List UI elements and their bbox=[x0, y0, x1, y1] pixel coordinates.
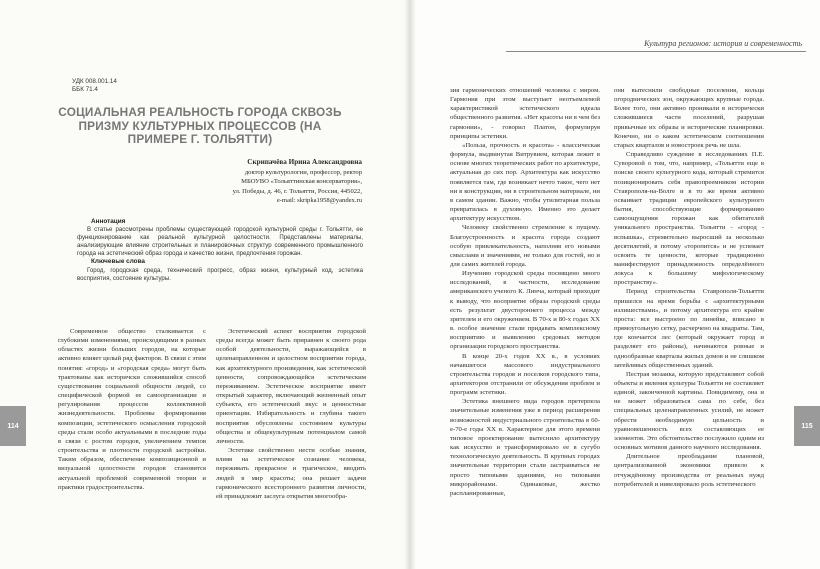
paragraph: Длительное преобладание плановой, централизованной экономики привело к отчуждённому производства от реальных нужд потребителей и нивелировало роль эстетического bbox=[614, 453, 764, 488]
abstract-heading: Аннотация bbox=[91, 218, 126, 225]
right-page bbox=[410, 0, 820, 569]
paragraph: Эстетика внешнего вида городов претерпела значительные изменения уже в период расширения возможностей индустриального строительства в 60-е-70-е годы XX в. Характерное для этого времени типовое проектирование вытеснило архитектуру как искусство и трансформировало ее в сугубо технологическую деятельность. В крупных городах значительные территории стали застраиваться не просто типовыми зданиями, но типовыми микрорайонами. Одинаковые, жестко распланированные, bbox=[450, 398, 600, 497]
paragraph: В конце 20-х годов XX в., в условиях начавшегося массового индустриального строительства городов и поселков городского типа, архитекторов отстранили от обсуждения проблем и программ эстетики. bbox=[450, 352, 600, 397]
author-name: Скрипачёва Ирина Александровна bbox=[247, 158, 362, 166]
author-position: доктор культурологии, профессор, ректор bbox=[244, 168, 362, 176]
abstract-text: В статье рассмотрены проблемы существующей городской культурной среды г. Тольятти, ее функционирование как реальной культурной целостности. Представлены материалы, анализирующие влияние строительных и планировочных структур современного промышленного города на эстетический образ города и качество жизни, предпочтения горожан. bbox=[77, 226, 363, 258]
header-rule bbox=[506, 51, 806, 52]
udc-code: УДК 008.001.14 bbox=[72, 78, 117, 85]
paragraph: Эстетике свойственно нести особые знания, влияя на эстетическое сознание человека, переживать прекрасное и трагическое, вводить людей в мир красоты; она решает задачи гармонического всестороннего развития личности, ей принадлежит заслуга открытия многообра- bbox=[216, 447, 366, 500]
author-block bbox=[140, 158, 362, 206]
bbk-code: ББК 71.4 bbox=[72, 86, 98, 93]
abstract-block bbox=[77, 218, 363, 283]
paragraph: Изучению городской среды посвящено много исследований, в частности, исследование американского ученого К. Линча, который приходит к выводу, что восприятие образа городской среды есть результат двустороннего процесса между зрителем и его окружением. В 70-х и 80-х годах XX в. особое значение стали придавать комплексному восприятию и выявлению средовых методов организации городского пространства. bbox=[450, 270, 600, 351]
author-address: ул. Победы, д. 46, г. Тольятти, Россия, 445022, bbox=[232, 187, 362, 195]
paragraph: Справедливо суждение в исследованиях П.Е. Суворовой о том, что, например, «Тольятти еще в поиске своего культурного кода, который стремится позиционировать себя правопреемником истории Ставрополя-на-Волге и в то же время активно осваивает традиции европейского культурного бытия, способствующие формированию самоощущения горожан как обитателей уникального пространства. Тольятти - «город - вспышка», стремительно выросший за несколько десятилетий, в потому «торопится» и не успевает освоить те ценности, которые традиционно манифестируют принадлежность определённого локуса к большому мифологическому пространству». bbox=[614, 151, 764, 287]
book-gutter bbox=[404, 0, 416, 569]
left-column-1 bbox=[58, 327, 206, 492]
author-email[interactable]: e-mail: skripka1958@yandex.ru bbox=[276, 197, 362, 205]
article-title: СОЦИАЛЬНАЯ РЕАЛЬНОСТЬ ГОРОДА СКВОЗЬ ПРИЗМУ КУЛЬТУРНЫХ ПРОЦЕССОВ (НА ПРИМЕРЕ Г. ТОЛЬЯТТИ) bbox=[58, 105, 342, 147]
paragraph: Пестрая мозаика, которую представляют собой объекты и явления культуры Тольятти не составляет единой, законченной картины. Повидимому, она и не может образоваться сама по себе, без специальных целенаправленных усилий, не может обрести необходимую цельность и уравновешенность всех составляющих ее элементов. Это обстоятельство послужило одним из основных мотивов данного научного исследования. bbox=[614, 370, 764, 452]
keywords-text: Город, городская среда, технический прогресс, образ жизни, культурный код, эстетика восприятия, состояние культуры. bbox=[77, 266, 363, 282]
left-column-2 bbox=[216, 327, 366, 501]
paragraph: Человеку свойственно стремление к пущему. Благоустроенность и красота города создают особую привлекательность, наполняя его новыми смыслами и значениями, не только для гостей, но и для самих жителей города. bbox=[450, 224, 600, 268]
paragraph: они вытеснили свободные поселения, кольца огороднических зон, окружающих крупные города. Более того, они активно проникали в исторически сложившиеся части поселений, разрушая привычные их образы и исторические планировки. Конечно, ни о каком эстетическом соотношении старых кварталов и новостроек речь не шла. bbox=[614, 87, 764, 149]
paragraph: Современное общество сталкивается с глубокими изменениями, происходящими в разных областях жизни больших городов, на которые активно влияет целый ряд факторов. В связи с этим понятия: «город» и «городская среда» могут быть трактованы как историчски сложившийся способ существования социальной общности людей, со специфической формой ее самоорганизации и регулирования процессов коллективной жизнедеятельности. Проблемы формирования композиции, эстетического осмысления городской среды стали особо актуальными в последние годы в связи с ростом городов, увеличением темпов строительства и плотности городской застройки. Таким образом, обеспечение композиционной и визуальной целостности городов становится актуальной проблемой современной теории и практики градостроительства. bbox=[58, 328, 206, 491]
paragraph: Эстетический аспект восприятия городской среды всегда может быть приравнен к своего рода особой деятельности, выражающейся в целенаправленном и целостном восприятии города, как архитектурного произведения, как эстетической ценности, сопровождающейся эстетическим переживанием. Эстетическое восприятие имеет открытый характер, включающий жизненный опыт субъекта, его эстетический вкус и ценностные ориентации. Избирательность и глубина такого восприятия обусловлены состоянием культуры общества и общекультурным потенциалом самой личности. bbox=[216, 328, 366, 445]
right-column-2 bbox=[614, 86, 764, 489]
classification-codes bbox=[72, 78, 117, 94]
paragraph: зия гармонических отношений человека с миром. Гармония при этом выступает неотъемлемой характеристикой эстетического идеала общественного развития. «Нет красоты ни в чем без гармонии», - говорил Платон, формулируя принципы эстетики. bbox=[450, 87, 600, 140]
paragraph: «Польза, прочность и красота» - классическая формула, выдвинутая Витрувием, которая лежит в основе многих теоретических работ по архитектуре, актуальная до сих пор. Архитектура как искусство появляется там, где возникает нечто такое, чего нет ни в конструкции, ни в строительном материале, ни в самом здании. Важно, чтобы утилитарная польза превратилась в духовную. Именно это делает архитектуру искусством. bbox=[450, 141, 600, 223]
running-head-text: Культура регионов: история и современность bbox=[644, 39, 802, 48]
paragraph: Период строительства Ставрополя-Тольятти пришелся на время борьбы с «архитектурными излишествами», и потому архитектура его крайне проста: все выстроено по линейке, вписано в прямоугольную сетку, расчерчено на квадраты. Там, где кончается лес (который окружает город и разделяет его районы), начинаются ровные и однообразные кварталы жилых домов и не слишком затейливых общественных зданий. bbox=[614, 288, 764, 369]
page-number-left: 114 bbox=[0, 406, 26, 446]
keywords-heading: Ключевые слова bbox=[91, 258, 145, 266]
page-number-right: 115 bbox=[794, 406, 820, 446]
author-org: МБОУВО «Тольяттинская консерватория», bbox=[241, 178, 362, 186]
right-column-1 bbox=[450, 86, 600, 498]
running-head bbox=[506, 38, 806, 52]
